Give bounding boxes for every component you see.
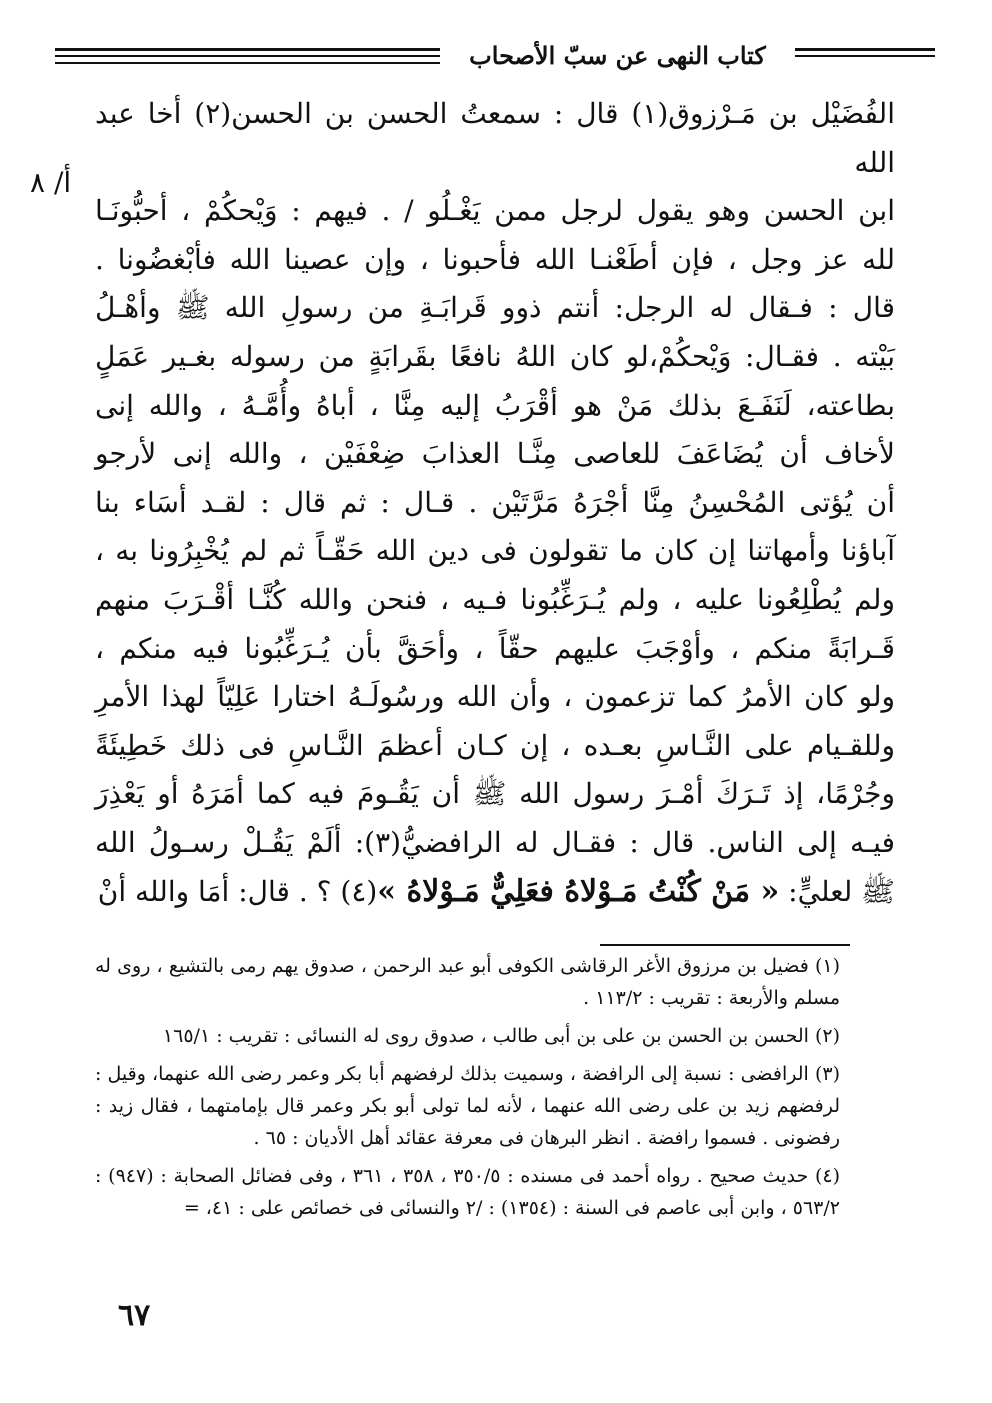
header-rule <box>55 48 440 51</box>
page-number: ٦٧ <box>118 1298 151 1333</box>
last-line-after: (٤) ؟ . قال: أمَا والله أنْ <box>97 874 378 908</box>
running-title: كتاب النهى عن سبّ الأصحاب <box>469 41 766 70</box>
header-rule <box>55 62 440 64</box>
text-line: ابن الحسن وهو يقول لرجل ممن يَغْـلُو / . فيهم : وَيْحكُمْ ، أحبُّونَـا <box>95 194 895 228</box>
hadith-quote: « مَنْ كُنْتُ مَـوْلاهُ فعَلِيٌّ مَـوْلاهُ » <box>377 873 780 909</box>
text-line: قَـرابَةً منكم ، وأوْجَبَ عليهم حقّاً ، وأحَقَّ بأن يُـرَغِّبُونا فيه منكم ، <box>95 631 895 665</box>
text-line-last <box>95 868 895 917</box>
text-line: قال : فـقال له الرجل: أنتم ذوو قَرابَـةِ من رسولِ الله ﷺ وأهْـلُ <box>95 291 895 325</box>
text-line: آباؤنا وأمهاتنا إن كان ما تقولون فى دين الله حَقّـاً ثم لم يُخْبِرُونا به ، <box>95 534 895 568</box>
last-line-before: ﷺ لعليٍّ: <box>779 874 895 908</box>
text-line: ولو كان الأمرُ كما تزعمون ، وأن الله ورسُولَـهُ اختارا عَلِيّاً لهذا الأمرِ <box>95 680 895 714</box>
text-line: الفُضَيْل بن مَـرْزوق(١) قال : سمعتُ الحسن بن الحسن(٢) أخا عبد الله <box>95 97 895 179</box>
text-line: وجُرْمًا، إذ تَـرَكَ أمْـرَ رسول الله ﷺ أن يَقُـومَ فيه كما أمَرَهُ أو يَعْذِرَ <box>95 777 895 811</box>
header-rule <box>795 55 935 57</box>
footnote: (٣) الرافضى : نسبة إلى الرافضة ، وسميت بذلك لرفضهم أبا بكر وعمر رضى الله عنهما، وقيل : لرفضهم زيد بن على رضى الله عنهما ، لأنه لما تولى أبو بكر وعمر قال بإمامتهما ، فقال زيد : رفضونى . فسموا رافضة . انظر البرهان فى معرفة عقائد أهل الأديان : ٦٥ . <box>95 1063 840 1149</box>
text-line: أن يُؤتى المُحْسِنُ مِنَّا أجْرَهُ مَرَّتَيْن . قـال : ثم قال : لقـد أسَاء بنا <box>95 485 895 519</box>
footnote: (٢) الحسن بن الحسن بن على بن أبى طالب ، صدوق روى له النسائى : تقريب : ١٦٥/١ <box>162 1025 840 1047</box>
footnote-divider <box>600 944 850 946</box>
text-line: ولم يُطْلِعُونا عليه ، ولم يُـرَغِّبُونا فـيه ، فنحن والله كُنَّـا أقْـرَبَ منهم <box>95 582 895 616</box>
text-line: وللقـيام على النَّـاسِ بعـده ، إن كـان أعظمَ النَّـاسِ فى ذلك خَطِيئَةً <box>95 728 895 762</box>
running-header <box>55 36 935 80</box>
text-line: لأخاف أن يُضَاعَفَ للعاصى مِنَّـا العذابَ ضِعْفَيْن ، والله إنى لأرجو <box>95 437 895 471</box>
footnotes <box>95 950 840 1230</box>
main-text <box>95 90 895 916</box>
text-line: بطاعته، لَنَفَـعَ بذلك مَنْ هو أقْرَبُ إليه مِنَّا ، أباهُ وأُمَّـهُ ، والله إنى <box>95 388 895 422</box>
header-rule <box>55 55 440 57</box>
footnote: (١) فضيل بن مرزوق الأغر الرقاشى الكوفى أبو عبد الرحمن ، صدوق يهم رمى بالتشيع ، روى له مسلم والأربعة : تقريب : ١١٣/٢ . <box>95 955 840 1009</box>
text-line: بَيْته . فقـال: وَيْحكُمْ،لو كان اللهُ نافعًا بقَرابَةٍ من رسوله بغـير عَمَلٍ <box>95 339 895 373</box>
text-line: لله عز وجل ، فإن أطَعْنـا الله فأحبونا ، وإن عصينا الله فأبْغضُونا . <box>95 242 895 276</box>
header-rule <box>795 48 935 51</box>
footnote: (٤) حديث صحيح . رواه أحمد فى مسنده : ٣٥٠/٥ ، ٣٥٨ ، ٣٦١ ، وفى فضائل الصحابة : (٩٤٧) : ٥٦٣/٢ ، وابن أبى عاصم فى السنة : (١٣٥٤) : /٢ والنسائى فى خصائص على : ٤١، = <box>95 1165 841 1219</box>
text-line: فيـه إلى الناس. قال : فقـال له الرافضيُّ(٣): ألَمْ يَقُـلْ رسـولُ الله <box>95 825 895 859</box>
margin-folio-note: أ/ ٨ <box>30 166 72 199</box>
